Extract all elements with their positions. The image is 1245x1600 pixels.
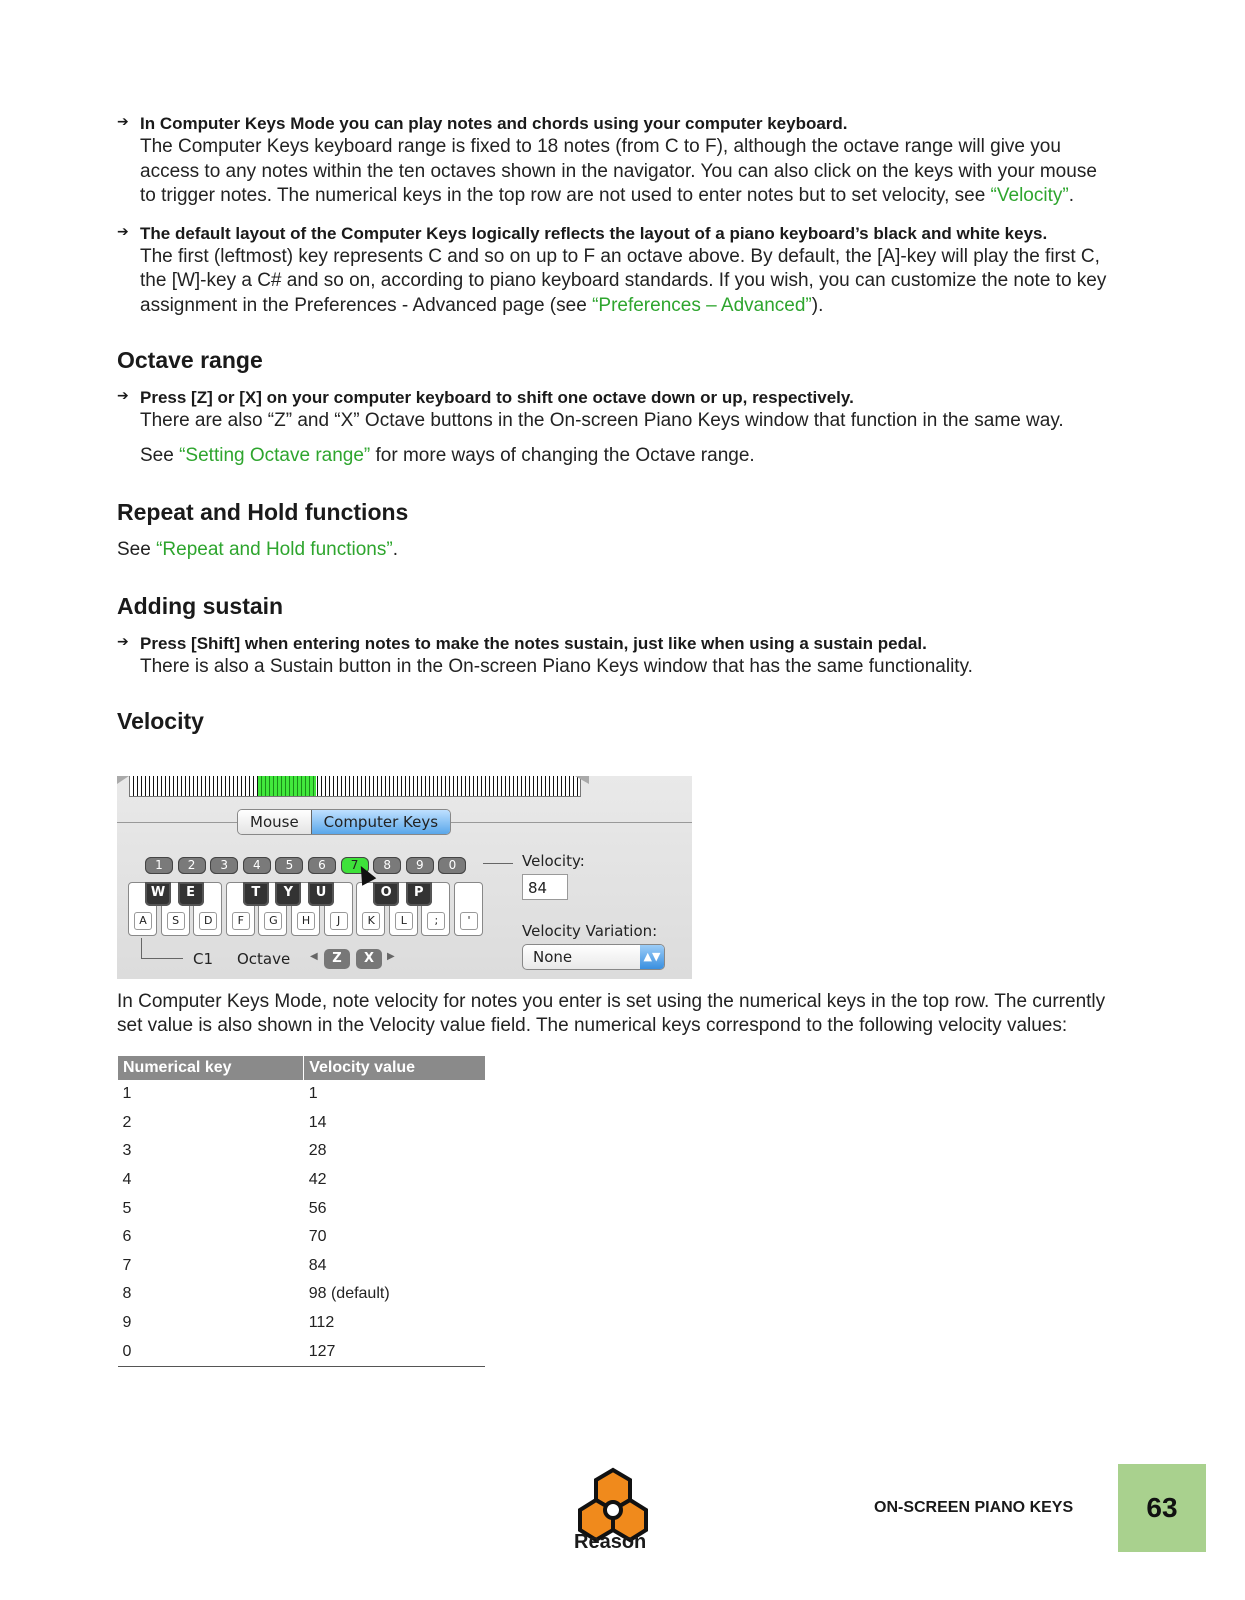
white-key-label: S (167, 912, 185, 930)
octave-up-button[interactable]: X (356, 949, 382, 969)
mode-switch[interactable] (237, 809, 451, 835)
velocity-value-cell: 70 (308, 1228, 327, 1246)
table-row (118, 1166, 486, 1195)
piano-keys-screenshot (117, 776, 692, 979)
octave-note-label: C1 (193, 950, 214, 968)
number-key-2[interactable]: 2 (178, 857, 206, 874)
bullet-body: The Computer Keys keyboard range is fixed to 18 notes (from C to F), although the octave range will give you access to any notes within the ten octaves shown in the navigator. You can also click on the keys with your mouse to trigger notes. The numerical keys in the top row are not used to enter notes but to set velocity, see “Velocity”. (140, 136, 1097, 206)
bullet-computer-keys-mode (117, 112, 1117, 209)
octave-down-button[interactable]: Z (324, 949, 350, 969)
heading-adding-sustain: Adding sustain (117, 592, 284, 619)
black-key[interactable]: Y (275, 882, 301, 906)
number-key-3[interactable]: 3 (210, 857, 238, 874)
black-key[interactable]: O (373, 882, 399, 906)
white-key-label: G (264, 912, 282, 930)
page-content (117, 112, 1117, 735)
bullet-default-layout (117, 222, 1117, 319)
octave-left-arrow-icon[interactable]: ◀ (310, 951, 318, 962)
bullet-heading: The default layout of the Computer Keys logically reflects the layout of a piano keyboard’s black and white keys. (140, 223, 1048, 243)
table-header-velocity-value: Velocity value (304, 1056, 485, 1080)
number-key-8[interactable]: 8 (373, 857, 401, 874)
white-key-label: A (134, 912, 152, 930)
velocity-variation-select[interactable] (522, 944, 665, 970)
numerical-key-cell: 1 (122, 1085, 132, 1103)
white-key-label: ; (427, 912, 445, 930)
white-key-label: F (232, 912, 250, 930)
black-key[interactable]: E (178, 882, 204, 906)
number-key-1[interactable]: 1 (145, 857, 173, 874)
link-preferences-advanced[interactable]: “Preferences – Advanced” (592, 294, 812, 316)
number-key-9[interactable]: 9 (406, 857, 434, 874)
bullet-body: There is also a Sustain button in the On-screen Piano Keys window that has the same functionality. (140, 655, 973, 677)
heading-octave-range: Octave range (117, 347, 263, 373)
velocity-value-cell: 112 (308, 1314, 335, 1332)
link-setting-octave-range[interactable]: “Setting Octave range” (179, 444, 371, 466)
white-key-label: K (362, 912, 380, 930)
velocity-value-cell: 127 (304, 1337, 485, 1366)
velocity-connector-line (483, 863, 513, 864)
footer-section-title: ON-SCREEN PIANO KEYS (874, 1499, 1074, 1516)
arrow-icon: ➔ (117, 632, 129, 649)
white-key-label: H (297, 912, 315, 930)
velocity-variation-label: Velocity Variation: (522, 922, 658, 940)
bullet-heading: Press [Shift] when entering notes to make the notes sustain, just like when using a sustain pedal. (140, 633, 927, 653)
bullet-sustain (117, 632, 1117, 680)
table-row (118, 1194, 486, 1223)
numerical-key-cell: 4 (122, 1171, 132, 1189)
table-row (118, 1223, 486, 1252)
velocity-variation-value: None (533, 948, 573, 966)
black-key[interactable]: P (406, 882, 432, 906)
numerical-key-cell: 7 (122, 1256, 132, 1274)
navigator-left-arrow-icon[interactable] (117, 776, 129, 784)
bullet-body: There are also “Z” and “X” Octave buttons in the On-screen Piano Keys window that function in the same way. (140, 410, 1064, 431)
heading-velocity: Velocity (117, 708, 204, 734)
velocity-value-cell: 84 (308, 1256, 327, 1274)
link-velocity[interactable]: “Velocity” (990, 185, 1069, 206)
bullet-heading: In Computer Keys Mode you can play notes and chords using your computer keyboard. (140, 114, 848, 133)
mode-mouse-button[interactable]: Mouse (238, 810, 311, 834)
arrow-icon: ➔ (117, 113, 129, 129)
numerical-key-cell: 6 (122, 1228, 132, 1246)
navigator-right-arrow-icon[interactable] (575, 776, 589, 784)
numerical-key-cell: 9 (122, 1314, 132, 1332)
velocity-value-cell: 42 (308, 1171, 327, 1189)
bullet-body: The first (leftmost) key represents C and so on up to F an octave above. By default, the [A]-key will play the first C, the [W]-key a C# and so on, according to piano keyboard standards. If you wish, you can customize the note to key assignment in the Preferences - Advanced page (see “Preferences – Advanced”). (140, 245, 1107, 316)
white-key-label: J (330, 912, 348, 930)
table-header-numerical-key: Numerical key (118, 1056, 304, 1080)
numerical-key-cell: 5 (122, 1199, 132, 1217)
octave-bracket-vertical (141, 938, 142, 958)
select-arrows-icon: ▲▼ (640, 945, 664, 969)
white-key-label: ' (460, 912, 478, 930)
table-row (118, 1252, 486, 1281)
velocity-table (117, 1056, 485, 1367)
keyboard-navigator[interactable] (129, 776, 581, 797)
octave-right-arrow-icon[interactable]: ▶ (387, 951, 395, 962)
black-key[interactable]: T (243, 882, 269, 906)
logo-text: Reason (574, 1531, 647, 1553)
octave-bracket-horizontal (141, 958, 183, 959)
white-key-label: L (395, 912, 413, 930)
velocity-value-cell: 56 (308, 1199, 327, 1217)
velocity-value-field[interactable]: 84 (522, 874, 568, 900)
octave-label: Octave (237, 950, 291, 968)
table-row (118, 1109, 486, 1138)
velocity-value-cell: 98 (default) (308, 1285, 390, 1303)
arrow-icon: ➔ (117, 222, 129, 239)
table-row (118, 1137, 486, 1166)
white-key-label: D (199, 912, 217, 930)
arrow-icon: ➔ (117, 387, 129, 403)
repeat-see-also: See “Repeat and Hold functions”. (117, 538, 398, 560)
bullet-heading: Press [Z] or [X] on your computer keyboard to shift one octave down or up, respectively. (140, 388, 854, 407)
numerical-key-cell: 3 (122, 1142, 132, 1160)
link-repeat-hold-functions[interactable]: “Repeat and Hold functions” (156, 538, 393, 560)
number-key-6[interactable]: 6 (308, 857, 336, 874)
velocity-value-cell: 28 (308, 1142, 327, 1160)
velocity-description: In Computer Keys Mode, note velocity for notes you enter is set using the numerical keys in the top row. The currently set value is also shown in the Velocity value field. The numerical keys correspond to the following velocity values: (117, 991, 1106, 1036)
bullet-octave-shift (117, 386, 1117, 434)
table-row (118, 1080, 486, 1109)
black-key[interactable]: U (308, 882, 334, 906)
numerical-key-cell: 8 (122, 1285, 132, 1303)
navigator-range-highlight[interactable] (258, 776, 316, 796)
white-key[interactable] (454, 882, 483, 936)
table-row (118, 1337, 486, 1366)
velocity-value-cell: 14 (308, 1113, 327, 1131)
mode-computer-keys-button[interactable]: Computer Keys (311, 810, 450, 834)
velocity-value-cell: 1 (308, 1085, 318, 1103)
page-number: 63 (1118, 1464, 1206, 1552)
octave-see-also: See “Setting Octave range” for more ways of changing the Octave range. (140, 444, 755, 466)
table-row (118, 1280, 486, 1309)
number-key-5[interactable]: 5 (275, 857, 303, 874)
number-key-7[interactable]: 7 (341, 857, 369, 874)
table-row (118, 1309, 486, 1338)
velocity-label: Velocity: (522, 852, 585, 870)
black-key[interactable]: W (145, 882, 171, 906)
heading-repeat-hold: Repeat and Hold functions (117, 498, 409, 525)
numerical-key-cell: 2 (122, 1113, 132, 1131)
number-key-4[interactable]: 4 (243, 857, 271, 874)
number-key-0[interactable]: 0 (438, 857, 466, 874)
numerical-key-cell: 0 (118, 1337, 304, 1366)
